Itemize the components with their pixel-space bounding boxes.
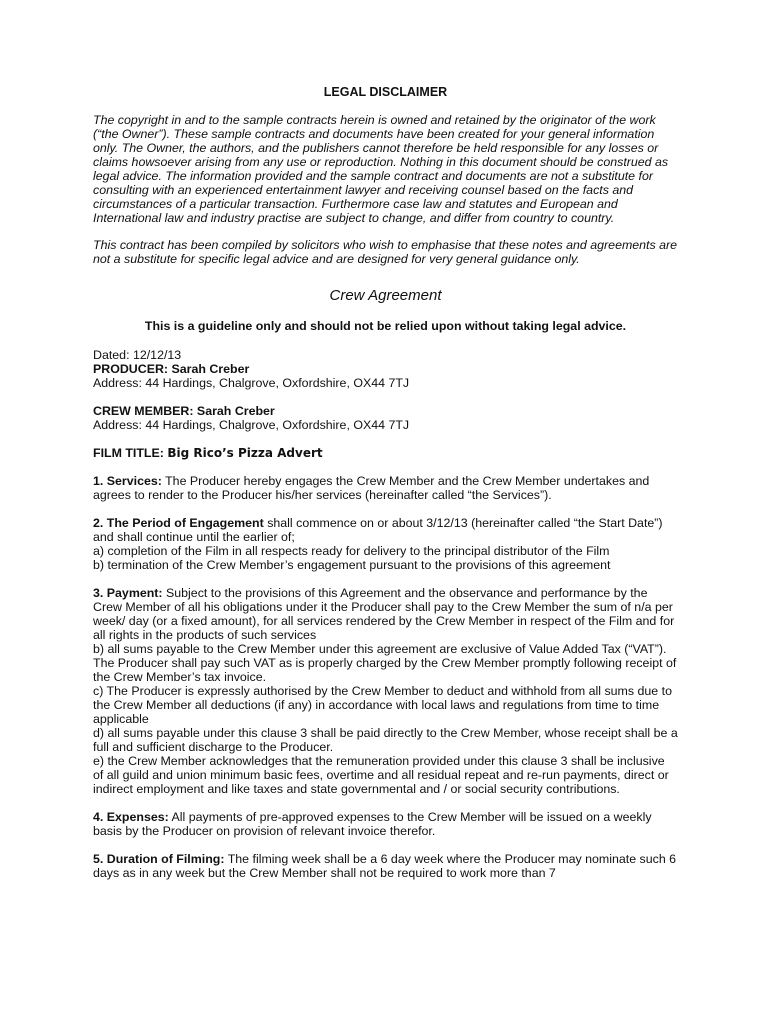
clause-text: The filming week shall be a 6 day week where the Producer may nominate such 6 days as in any week but the Crew Member shall not be required to work more than 7 xyxy=(93,852,677,880)
film-title-label: FILM TITLE: xyxy=(93,446,164,460)
clause-subitem: e) the Crew Member acknowledges that the remuneration provided under this clause 3 shall be inclusive of all guild and union minimum basic fees, overtime and all residual repeat and re-run payments, direct or indirect employment and like taxes and state governmental and / or social security contributions. xyxy=(93,754,669,796)
clause-text: Subject to the provisions of this Agreement and the observance and performance by the Crew Member of all his obligations under it the Producer shall pay to the Crew Member the sum of n/a per week/ day (or a fixed amount), for all services rendered by the Crew Member in respect of the Film and for all rights in the products of such services xyxy=(93,586,675,642)
clause-subitem: b) all sums payable to the Crew Member under this agreement are exclusive of Value Added Tax (“VAT”). The Producer shall pay such VAT as is properly charged by the Crew Member promptly following receipt of the Crew Member’s tax invoice. xyxy=(93,642,677,684)
clause-heading: 4. Expenses: xyxy=(93,810,169,824)
clause-payment xyxy=(93,586,678,796)
disclaimer-paragraph-1: The copyright in and to the sample contracts herein is owned and retained by the originator of the work (“the Owner”). These sample contracts and documents have been created for your general information only. The Owner, the authors, and the publishers cannot therefore be held responsible for any losses or claims howsoever arising from any use or reproduction. Nothing in this document should be construed as legal advice. The information provided and the sample contract and documents are not a substitute for consulting with an experienced entertainment lawyer and receiving counsel based on the facts and circumstances of a particular transaction. Furthermore case law and statutes and European and International law and industry practise are subject to change, and differ from country to country. xyxy=(93,113,669,225)
crew-member-label: CREW MEMBER: Sarah Creber xyxy=(93,404,275,418)
crew-member-address: Address: 44 Hardings, Chalgrove, Oxfordshire, OX44 7TJ xyxy=(93,418,410,432)
clause-heading: 2. The Period of Engagement xyxy=(93,516,264,530)
clause-duration-of-filming xyxy=(93,852,678,880)
disclaimer-title: LEGAL DISCLAIMER xyxy=(323,85,448,99)
clause-heading: 5. Duration of Filming: xyxy=(93,852,225,866)
clause-text: All payments of pre-approved expenses to the Crew Member will be issued on a weekly basis by the Producer on provision of relevant invoice therefor. xyxy=(93,810,652,838)
clause-heading: 1. Services: xyxy=(93,474,162,488)
document-content xyxy=(93,85,678,894)
clause-expenses xyxy=(93,810,678,838)
document-title: Crew Agreement xyxy=(329,287,442,304)
clause-text: The Producer hereby engages the Crew Member and the Crew Member undertakes and agrees to render to the Producer his/her services (hereinafter called “the Services”). xyxy=(93,474,650,502)
disclaimer-paragraph-2: This contract has been compiled by solicitors who wish to emphasise that these notes and agreements are not a substitute for specific legal advice and are designed for very general guidance only. xyxy=(93,238,678,266)
clause-subitem: b) termination of the Crew Member’s engagement pursuant to the provisions of this agreement xyxy=(93,558,611,572)
clause-subitem: a) completion of the Film in all respects ready for delivery to the principal distributor of the Film xyxy=(93,544,610,558)
guideline-notice: This is a guideline only and should not be relied upon without taking legal advice. xyxy=(144,319,627,333)
film-title xyxy=(93,446,678,460)
clause-subitem: c) The Producer is expressly authorised by the Crew Member to deduct and withhold from all sums due to the Crew Member all deductions (if any) in accordance with local laws and regulations from time to time applicable xyxy=(93,684,672,726)
clause-period-of-engagement xyxy=(93,516,678,572)
producer-label: PRODUCER: Sarah Creber xyxy=(93,362,250,376)
clause-services xyxy=(93,474,678,502)
clause-text: shall commence on or about 3/12/13 (hereinafter called “the Start Date”) and shall continue until the earlier of; xyxy=(93,516,663,544)
producer-address: Address: 44 Hardings, Chalgrove, Oxfordshire, OX44 7TJ xyxy=(93,376,410,390)
clause-subitem: d) all sums payable under this clause 3 shall be paid directly to the Crew Member, whose receipt shall be a full and sufficient discharge to the Producer. xyxy=(93,726,678,754)
film-title-value: Big Rico’s Pizza Advert xyxy=(167,446,323,460)
dated-line: Dated: 12/12/13 xyxy=(93,348,182,362)
clause-heading: 3. Payment: xyxy=(93,586,163,600)
